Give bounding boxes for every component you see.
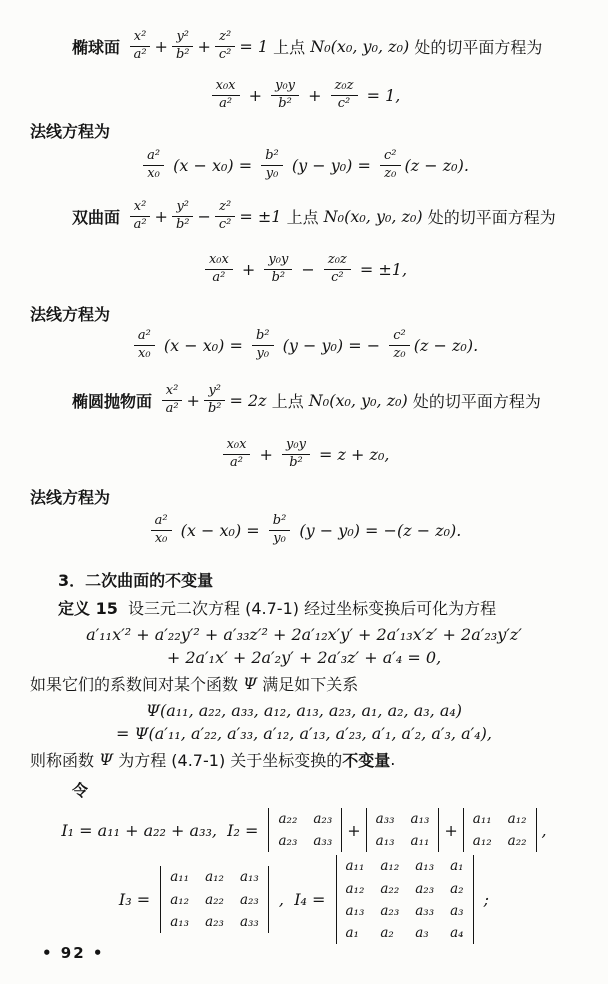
determinant-entry: a₄ (450, 924, 464, 941)
determinant-grid (463, 808, 537, 852)
math-text: + (243, 85, 268, 105)
determinant-grid (268, 808, 342, 852)
chinese-text: 为方程 (4.7-1) 关于坐标变换的 (113, 751, 343, 770)
hyperboloid-tangent-intro (30, 196, 578, 236)
determinant-entry: a₁ (450, 858, 464, 875)
fraction-numerator: y² (172, 200, 193, 217)
math-text: , (541, 820, 547, 840)
math-text: = ±1, (354, 259, 408, 279)
math-text: Ψ (243, 674, 258, 693)
normal-equation-heading-3 (30, 485, 578, 508)
psi-function-line-2 (30, 723, 578, 743)
math-text: ; (478, 890, 490, 910)
chinese-text: 椭圆抛物面 (72, 391, 158, 411)
chinese-text: 设三元二次方程 (4.7-1) 经过坐标变换后可化为方程 (117, 599, 497, 618)
page-footer (42, 944, 105, 962)
fraction (264, 253, 292, 286)
determinant-grid (336, 855, 474, 944)
determinant-entry: a₃ (415, 924, 429, 941)
fraction (172, 200, 194, 233)
page-body (30, 26, 578, 944)
fraction-denominator: a² (212, 269, 226, 285)
math-text: (y − y₀) = − (277, 335, 386, 355)
math-text: − (296, 259, 320, 279)
fraction-numerator: z² (215, 30, 235, 47)
fraction-denominator: c² (337, 95, 351, 111)
fraction (223, 438, 251, 471)
section-heading-invariants (30, 568, 578, 591)
determinant-entry: a₃₃ (415, 902, 435, 919)
determinant-entry: a₃₃ (239, 913, 259, 930)
fraction-numerator: x₀x (212, 79, 240, 96)
math-text: N₀(x₀, y₀, z₀) (308, 390, 408, 410)
math-text: + (254, 444, 279, 464)
determinant (160, 866, 269, 933)
chinese-text: . (390, 750, 396, 769)
determinant-entry: a₂ (380, 924, 394, 941)
determinant-entry: a₂ (450, 880, 464, 897)
fraction-denominator: x₀ (154, 530, 168, 546)
chinese-text: 上点 (266, 391, 309, 411)
fraction-denominator: a² (133, 216, 147, 232)
determinant-entry: a₁₂ (380, 858, 400, 875)
fraction (271, 79, 299, 112)
fraction (134, 329, 155, 362)
fraction-denominator: b² (289, 454, 303, 470)
fraction-numerator: a² (143, 149, 164, 166)
fraction-denominator: c² (218, 46, 232, 62)
fraction-numerator: b² (252, 329, 274, 346)
determinant-entry: a₁₃ (415, 858, 435, 875)
fraction-numerator: a² (134, 329, 155, 346)
transformed-equation-line-1 (30, 624, 578, 644)
determinant-entry: a₁₂ (205, 869, 224, 886)
determinant-entry: a₁₂ (507, 811, 527, 827)
fraction (130, 200, 151, 233)
determinant-entry: a₁₂ (472, 833, 492, 850)
fraction-numerator: x² (162, 384, 183, 401)
determinant-entry: a₂₃ (313, 811, 333, 827)
fraction-denominator: b² (271, 269, 286, 285)
determinant-entry: a₁ (345, 924, 359, 941)
fraction-denominator: z₀ (393, 345, 406, 361)
fraction-numerator: y₀y (271, 79, 299, 96)
determinant-entry: a₁₃ (410, 811, 430, 827)
determinant-entry: a₁₂ (345, 880, 365, 897)
determinant-entry: a₁₂ (170, 891, 190, 908)
determinant (463, 808, 537, 852)
math-text: = z + z₀, (313, 444, 390, 464)
fraction (130, 30, 151, 63)
fraction-numerator: y² (204, 384, 225, 401)
ellipsoid-normal-equation (30, 145, 578, 185)
fraction-numerator: y₀y (264, 253, 292, 270)
chinese-text: 处的切平面方程为 (407, 391, 541, 411)
chinese-text: 3．二次曲面的不变量 (58, 571, 214, 590)
fraction-numerator: x² (130, 200, 151, 217)
fraction-denominator: z₀ (384, 165, 397, 181)
math-text: Ψ(a₁₁, a₂₂, a₃₃, a₁₂, a₁₃, a₂₃, a₁, a₂, a₃, a₄) (145, 700, 463, 720)
chinese-text: 则称函数 (30, 751, 100, 770)
chinese-text: 定义 15 (58, 599, 118, 618)
definition-15 (30, 596, 578, 619)
hyperboloid-tangent-plane-equation (30, 249, 578, 289)
determinant (268, 808, 342, 852)
math-text: = ±1 (239, 206, 282, 226)
fraction (212, 79, 240, 112)
fraction-denominator: x₀ (147, 165, 160, 181)
determinant-entry: a₂₃ (278, 833, 298, 850)
fraction-numerator: b² (261, 149, 283, 166)
fraction-numerator: x² (130, 30, 151, 47)
fraction-denominator: a² (133, 46, 147, 62)
determinant-entry: a₃ (450, 902, 464, 919)
fraction-denominator: y₀ (265, 165, 279, 181)
math-text: (y − y₀) = −(z − z₀). (294, 520, 462, 540)
invariants-i1-i2 (30, 808, 578, 852)
paraboloid-tangent-intro (30, 380, 578, 420)
ellipsoid-tangent-plane-equation (30, 75, 578, 115)
fraction-numerator: y² (172, 30, 193, 47)
determinant-entry: a₁₃ (239, 869, 259, 886)
let-heading (30, 778, 578, 801)
math-text: + 2a′₁x′ + 2a′₂y′ + 2a′₃z′ + a′₄ = 0, (166, 647, 442, 667)
fraction (151, 514, 172, 547)
math-text: (x − x₀) = (168, 155, 258, 175)
math-text: (z − z₀). (404, 155, 469, 175)
fraction-numerator: z₀z (331, 79, 358, 96)
fraction (143, 149, 164, 182)
chinese-text: 上点 (268, 37, 311, 57)
fraction-denominator: y₀ (256, 345, 270, 361)
fraction-numerator: a² (151, 514, 172, 531)
invariants-i3-i4 (30, 855, 578, 944)
condition-intro (30, 672, 578, 695)
page-number: • 92 • (42, 944, 105, 962)
fraction (204, 384, 226, 417)
determinant-entry: a₂₃ (239, 891, 259, 908)
math-text: (z − z₀). (413, 335, 479, 355)
determinant-entry: a₂₂ (278, 811, 298, 827)
determinant-entry: a₁₃ (170, 913, 190, 930)
determinant-entry: a₁₃ (345, 902, 365, 919)
fraction (324, 253, 351, 286)
math-text: + (236, 259, 261, 279)
determinant (366, 808, 440, 852)
fraction (162, 384, 183, 417)
determinant-entry: a₃₃ (375, 811, 395, 827)
math-text: (y − y₀) = (286, 155, 376, 175)
math-text: + (154, 206, 168, 226)
math-text: = Ψ(a′₁₁, a′₂₂, a′₃₃, a′₁₂, a′₁₃, a′₂₃, a′₁, a′₂, a′₃, a′₄), (116, 723, 492, 743)
math-text: + (186, 390, 200, 410)
determinant-entry: a₁₁ (472, 811, 492, 827)
determinant-entry: a₂₃ (205, 913, 224, 930)
fraction (282, 438, 310, 471)
fraction-numerator: c² (389, 329, 410, 346)
fraction-numerator: z² (215, 200, 235, 217)
transformed-equation-line-2 (30, 647, 578, 667)
determinant-entry: a₁₁ (170, 869, 190, 886)
fraction-denominator: y₀ (273, 530, 286, 546)
fraction (205, 253, 233, 286)
chinese-text: 令 (72, 781, 89, 800)
fraction-numerator: x₀x (205, 253, 233, 270)
fraction-numerator: y₀y (282, 438, 310, 455)
math-text: I₃ = (118, 890, 156, 910)
math-text: + (444, 820, 458, 840)
fraction-numerator: b² (269, 514, 291, 531)
determinant-entry: a₂₂ (205, 891, 224, 908)
paraboloid-tangent-plane-equation (30, 434, 578, 474)
determinant-entry: a₃₃ (313, 833, 333, 850)
math-text: (x − x₀) = (175, 520, 265, 540)
math-text: I₁ = a₁₁ + a₂₂ + a₃₃, I₂ = (61, 820, 264, 840)
math-text: + (347, 820, 361, 840)
math-text: (x − x₀) = (158, 335, 248, 355)
fraction-denominator: a² (165, 400, 179, 416)
math-text: = 1, (361, 85, 401, 105)
fraction (261, 149, 283, 182)
math-text: + (197, 36, 211, 56)
math-text: N₀(x₀, y₀, z₀) (323, 206, 423, 226)
chinese-text: 上点 (281, 207, 324, 227)
hyperboloid-normal-equation (30, 325, 578, 365)
determinant-entry: a₁₁ (345, 858, 365, 875)
fraction (380, 149, 401, 182)
determinant (336, 855, 474, 944)
fraction-denominator: a² (219, 95, 233, 111)
fraction-denominator: x₀ (138, 345, 151, 361)
chinese-text: 双曲面 (72, 207, 126, 227)
fraction-denominator: b² (207, 400, 222, 416)
chinese-text: 如果它们的系数间对某个函数 (30, 675, 244, 694)
fraction-numerator: x₀x (223, 438, 251, 455)
chinese-text: 不变量 (342, 751, 391, 770)
fraction (269, 514, 291, 547)
normal-equation-heading-2 (30, 302, 578, 325)
math-text: a′₁₁x′² + a′₂₂y′² + a′₃₃z′² + 2a′₁₂x′y′ + 2a′₁₃x′z′ + 2a′₂₃y′z′ (86, 624, 522, 644)
paraboloid-normal-equation (30, 510, 578, 550)
determinant-entry: a₂₃ (415, 880, 435, 897)
determinant-entry: a₂₃ (380, 902, 400, 919)
fraction (331, 79, 358, 112)
math-text: , I₄ = (273, 890, 331, 910)
math-text: + (154, 36, 168, 56)
fraction-denominator: c² (218, 216, 232, 232)
chinese-text: 法线方程为 (30, 488, 111, 507)
invariant-conclusion (30, 748, 578, 771)
chinese-text: 法线方程为 (30, 122, 111, 141)
determinant-entry: a₂₂ (380, 880, 400, 897)
fraction (215, 200, 236, 233)
fraction (252, 329, 274, 362)
chinese-text: 满足如下关系 (257, 675, 359, 694)
chinese-text: 椭球面 (72, 37, 126, 57)
chinese-text: 处的切平面方程为 (422, 207, 556, 227)
determinant-entry: a₁₁ (410, 833, 430, 850)
fraction (172, 30, 194, 63)
math-text: = 1 (239, 36, 269, 56)
fraction-numerator: c² (380, 149, 401, 166)
math-text: Ψ (99, 750, 114, 769)
fraction-denominator: b² (175, 216, 190, 232)
psi-function-line-1 (30, 700, 578, 720)
normal-equation-heading-1 (30, 119, 578, 142)
math-text: N₀(x₀, y₀, z₀) (310, 36, 410, 56)
math-text: + (303, 85, 327, 105)
math-text: = 2z (229, 390, 267, 410)
determinant-entry: a₁₃ (375, 833, 395, 850)
fraction (389, 329, 410, 362)
fraction-denominator: c² (331, 269, 344, 285)
fraction-numerator: z₀z (324, 253, 351, 270)
ellipsoid-tangent-intro (30, 26, 578, 66)
determinant-grid (160, 866, 269, 933)
determinant-entry: a₂₂ (507, 833, 527, 850)
determinant-grid (366, 808, 440, 852)
fraction-denominator: b² (175, 46, 190, 62)
fraction-denominator: b² (278, 95, 292, 111)
fraction-denominator: a² (230, 454, 243, 470)
math-text: − (197, 206, 211, 226)
chinese-text: 处的切平面方程为 (409, 37, 543, 57)
fraction (215, 30, 236, 63)
chinese-text: 法线方程为 (30, 305, 111, 324)
